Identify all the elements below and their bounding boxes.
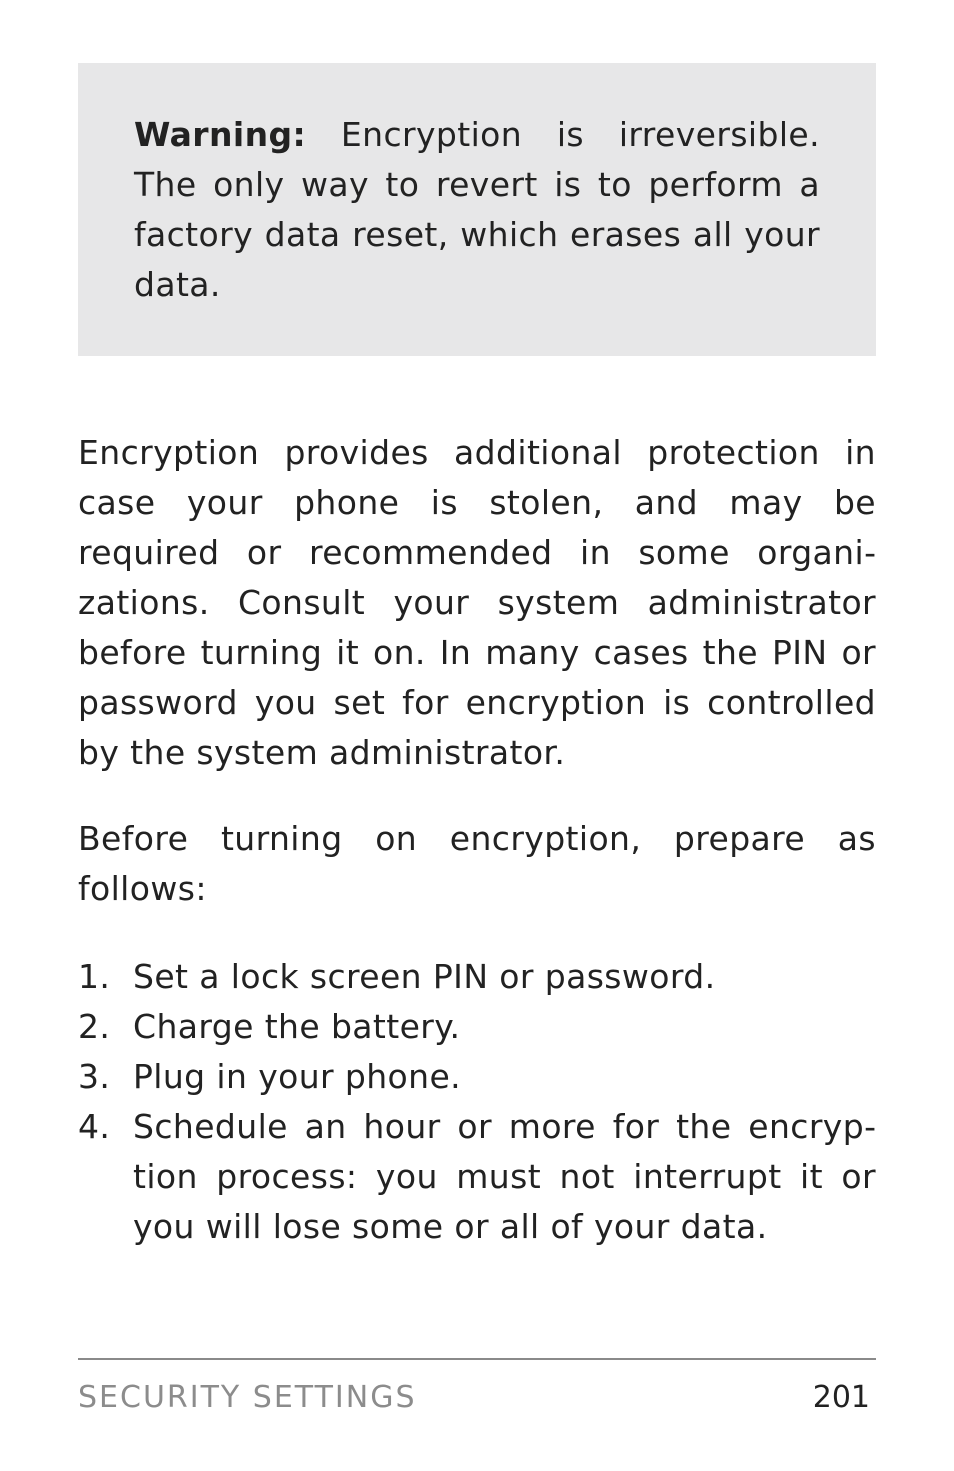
warning-callout <box>78 63 876 356</box>
warning-label: Warning: <box>134 115 307 154</box>
warning-body: Encryption is irreversible. The only way to revert is to perform a factory data reset, which erases all your data. <box>134 115 820 304</box>
list-item <box>78 952 876 1002</box>
step-number: 1. <box>78 957 111 996</box>
preparation-intro-paragraph: Before turning on encryption, prepare as follows: <box>78 819 876 908</box>
footer-section-title: SECURITY SETTINGS <box>78 1380 417 1415</box>
list-item <box>78 1052 876 1102</box>
step-number: 4. <box>78 1107 111 1146</box>
step-number: 2. <box>78 1007 111 1046</box>
preparation-steps-list <box>78 952 876 1252</box>
list-item <box>78 1002 876 1052</box>
step-text: Set a lock screen PIN or password. <box>133 957 716 996</box>
warning-text <box>134 110 820 310</box>
step-text: Schedule an hour or more for the encryption process: you must not interrupt it or you will lose some or all of your data. <box>133 1107 876 1246</box>
step-text: Charge the battery. <box>133 1007 461 1046</box>
step-text: Plug in your phone. <box>133 1057 462 1096</box>
list-item <box>78 1102 876 1252</box>
encryption-description-paragraph: Encryption provides additional protection in case your phone is stolen, and may be required or recommended in some organizations. Consult your system administrator before turning it on. In many cases the PIN or password you set for encryption is controlled by the system administrator. <box>78 433 876 772</box>
page-number: 201 <box>812 1380 870 1415</box>
step-number: 3. <box>78 1057 111 1096</box>
footer-divider <box>78 1358 876 1360</box>
